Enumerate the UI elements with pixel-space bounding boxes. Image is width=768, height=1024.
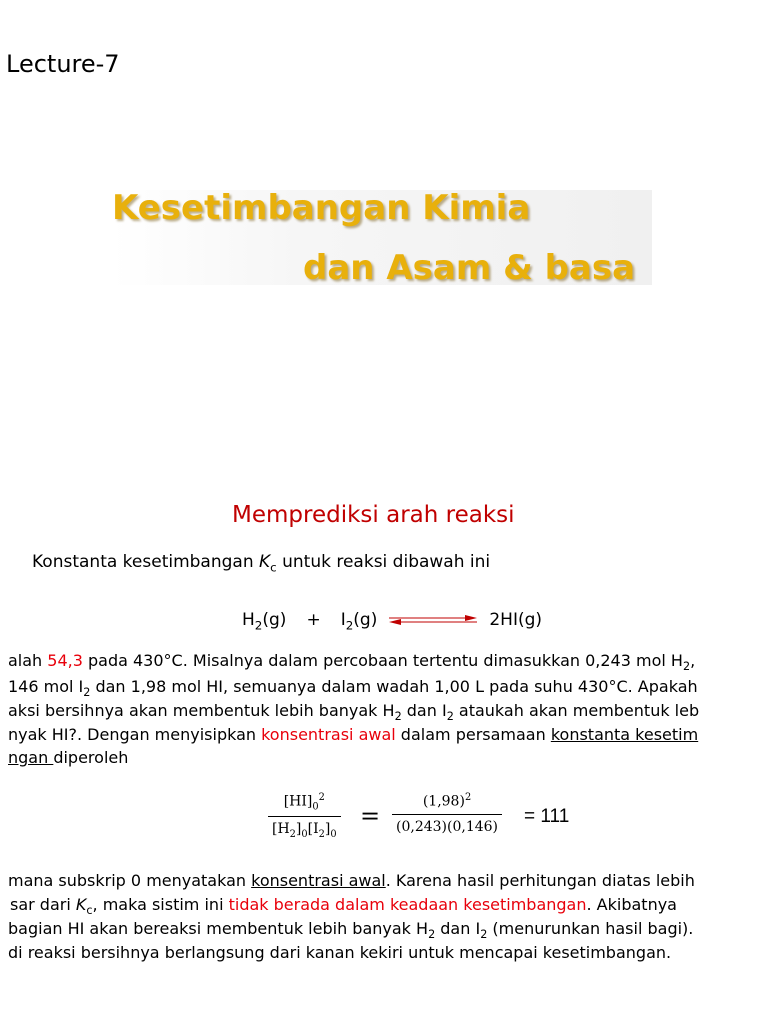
paragraph1-line3: aksi bersihnya akan membentuk lebih banyak $H_2$ dan $I_2$ ataukah akan membentuk leb (8, 701, 700, 724)
equation-right-fraction: $\frac{(1,98)^2}{(0,243)(0,146)}$ (392, 792, 502, 835)
paragraph2-line4: di reaksi bersihnya berlangsung dari kanan kekiri untuk mencapai kesetimbangan. (8, 943, 672, 962)
title-line-1: Kesetimbangan Kimia (112, 188, 531, 228)
equation-result: = 111 (524, 806, 570, 827)
paragraph2-line1: mana subskrip 0 menyatakan konsentrasi awal. Karena hasil perhitungan diatas lebih (8, 871, 695, 890)
paragraph2-line2: sar dari $K_c$, maka sistim ini tidak berada dalam keadaan kesetimbangan. Akibatnya (10, 895, 677, 918)
lecture-label: Lecture-7 (6, 50, 120, 78)
paragraph1-line2: 146 mol $I_2$ dan 1,98 mol HI, semuanya dalam wadah 1,00 L pada suhu 430°C. Apakah (8, 677, 698, 700)
title-line-2: dan Asam & basa (303, 248, 636, 288)
equation-left-fraction: $\frac{[HI]_0^2}{[H_2]_0[I_2]_0}$ (268, 792, 341, 840)
paragraph1-line5: ngan diperoleh (8, 748, 129, 767)
section-heading: Memprediksi arah reaksi (232, 502, 515, 528)
paragraph1-line1: alah 54,3 pada 430°C. Misalnya dalam percobaan tertentu dimasukkan 0,243 mol $H_2$, (8, 651, 696, 674)
paragraph2-line3: bagian HI akan bereaksi membentuk lebih banyak $H_2$ dan $I_2$ (menurunkan hasil bagi). (8, 919, 694, 942)
intro-text: Konstanta kesetimbangan $K_c$ untuk reaksi dibawah ini (32, 552, 491, 575)
equation-equals: = (360, 802, 381, 830)
equilibrium-arrow-icon (389, 615, 477, 625)
paragraph1-line4: nyak HI?. Dengan menyisipkan konsentrasi awal dalam persamaan konstanta kesetim (8, 725, 699, 744)
reaction-equation: $H_2(g) + I_2(g)$ 2HI(g) (242, 610, 543, 633)
